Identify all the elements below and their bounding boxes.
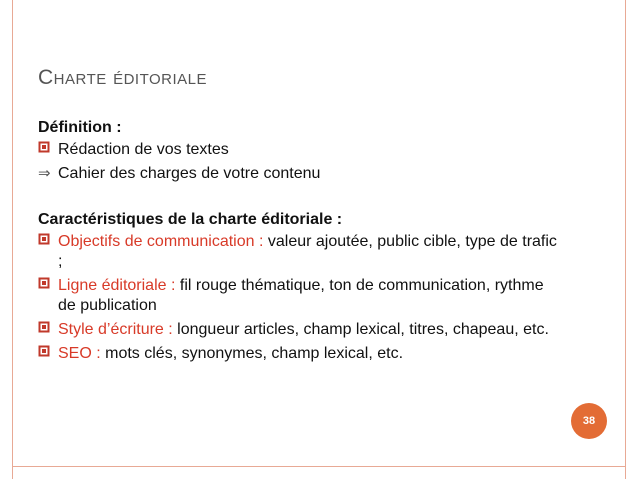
definition-item-text: Rédaction de vos textes <box>58 141 229 158</box>
page-number-badge: 38 <box>571 403 607 439</box>
characteristics-item-label: Objectifs de communication : <box>58 233 264 250</box>
characteristics-item-text: valeur ajoutée, public cible, type de trafic ; <box>58 233 557 270</box>
characteristics-heading: Caractéristiques de la charte éditoriale : <box>38 211 343 228</box>
slide-border-bottom <box>12 466 626 467</box>
slide-content <box>38 118 558 368</box>
definition-item <box>38 164 558 184</box>
definition-item <box>38 140 558 160</box>
characteristics-item-text: longueur articles, champ lexical, titres, chapeau, etc. <box>172 321 549 338</box>
characteristics-item <box>38 276 558 316</box>
square-bullet-icon <box>38 140 54 160</box>
characteristics-item <box>38 344 558 364</box>
characteristics-item-label: Ligne éditoriale : <box>58 277 176 294</box>
characteristics-item <box>38 320 558 340</box>
characteristics-item-label: SEO : <box>58 345 101 362</box>
square-bullet-icon <box>38 232 54 252</box>
characteristics-item-label: Style d’écriture : <box>58 321 173 338</box>
characteristics-item-text: mots clés, synonymes, champ lexical, etc. <box>100 345 404 362</box>
definition-heading: Définition : <box>38 119 122 136</box>
slide-border-right <box>625 0 626 479</box>
slide-border-left <box>12 0 13 479</box>
double-arrow-icon: ⇒ <box>38 164 51 182</box>
slide-title: Charte éditoriale <box>38 66 207 89</box>
characteristics-item <box>38 232 558 272</box>
square-bullet-icon <box>38 320 54 340</box>
definition-item-text: Cahier des charges de votre contenu <box>58 165 321 182</box>
characteristics-item-text: fil rouge thématique, ton de communication, rythme de publication <box>58 277 544 314</box>
square-bullet-icon <box>38 276 54 296</box>
square-bullet-icon <box>38 344 54 364</box>
